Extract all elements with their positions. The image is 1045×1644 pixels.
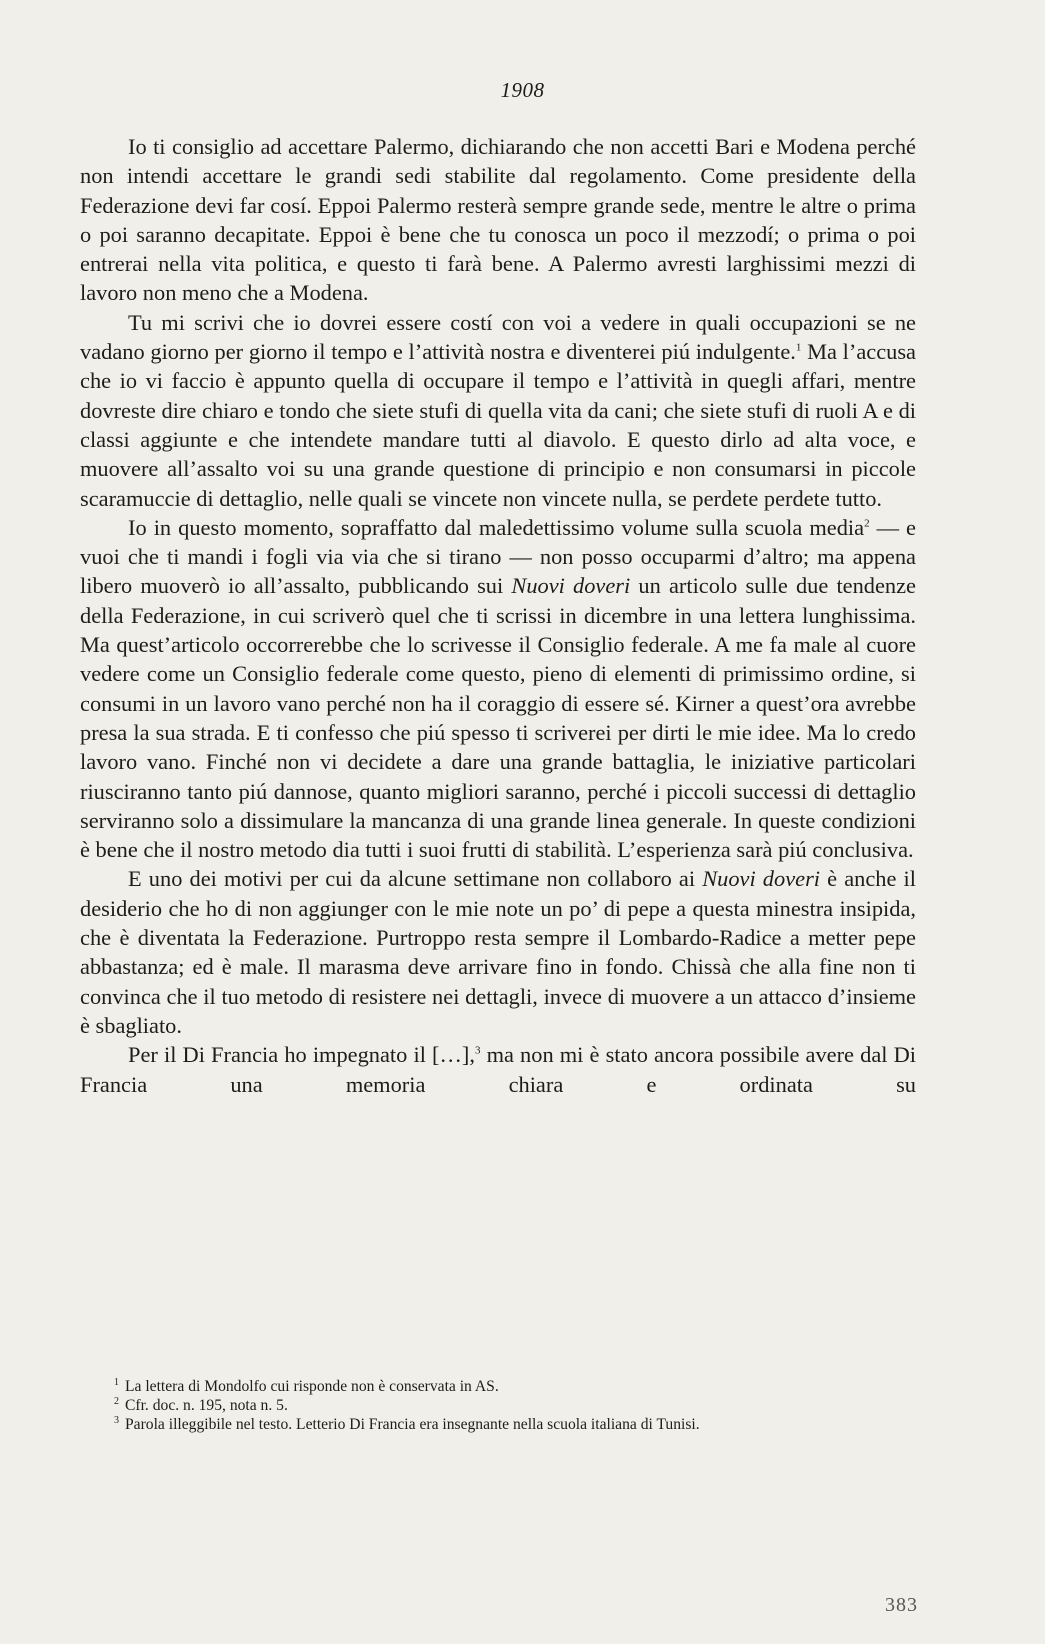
paragraph-4 xyxy=(80,864,916,1040)
paragraph-3 xyxy=(80,513,916,865)
paragraph-2 xyxy=(80,308,916,513)
paragraph-5 xyxy=(80,1040,916,1099)
journal-title-nuovi-doveri-2: Nuovi doveri xyxy=(702,866,821,892)
footnote-3 xyxy=(80,1415,916,1434)
footnote-text: La lettera di Mondolfo cui risponde non è conservata in AS. xyxy=(125,1378,499,1395)
paragraph-5-text-a: Per il Di Francia ho impegnato il […], xyxy=(128,1042,475,1068)
footnote-ref-2: 2 xyxy=(864,517,870,530)
letter-body xyxy=(80,132,916,1099)
paragraph-3-text-b: — e vuoi che ti mandi i fogli via via che si tirano — non posso occuparmi d’altro; ma appena libero muoverò io all’assalto, pubblicando sui xyxy=(80,514,916,599)
running-header-year: 1908 xyxy=(500,78,545,102)
paragraph-2-text-b: Ma l’accusa che io vi faccio è appunto quella di occupare il tempo e l’attività in quegli affari, mentre dovreste dire chiaro e tondo che siete stufi di quella vita da cani; che siete stufi di ruoli A e di classi aggiunte e che intendete mandare tutti al diavolo. E questo dirlo ad alta voce, e muovere all’assalto voi su una grande questione di principio e non consumarsi in piccole scaramuccie di dettaglio, nelle quali se vincete non vincete nulla, se perdete perdete tutto. xyxy=(80,339,916,511)
paragraph-2-text-a: Tu mi scrivi che io dovrei essere costí con voi a vedere in quali occupazioni se ne vadano giorno per giorno il tempo e l’attività nostra e diventerei piú indulgente. xyxy=(80,309,916,365)
page-number: 383 xyxy=(885,1594,918,1616)
footnote-text: Parola illeggibile nel testo. Letterio Di Francia era insegnante nella scuola italiana di Tunisi. xyxy=(125,1416,700,1433)
journal-title-nuovi-doveri: Nuovi doveri xyxy=(511,573,631,599)
footnote-text: Cfr. doc. n. 195, nota n. 5. xyxy=(125,1397,288,1414)
footnote-1 xyxy=(80,1377,916,1396)
paragraph-3-text-c: un articolo sulle due tendenze della Federazione, in cui scriverò quel che ti scrissi in dicembre in una lettera lunghissima. Ma quest’articolo occorrerebbe che lo scrivesse il Consiglio federale. A me fa male al cuore vedere come un Consiglio federale come questo, pieno di elementi di primissimo ordine, si consumi in un lavoro vano perché non ha il coraggio di essere sé. Kirner a quest’ora avrebbe presa la sua strada. E ti confesso che piú spesso ti scriverei per dirti le mie idee. Ma lo credo lavoro vano. Finché non vi decidete a dare una grande battaglia, le iniziative particolari riusciranno tanto piú dannose, quanto migliori saranno, perché i piccoli successi di dettaglio serviranno solo a dissimulare la mancanza di una grande linea generale. In queste condizioni è bene che il nostro metodo dia tutti i suoi frutti di stabilità. L’esperienza sarà piú conclusiva. xyxy=(80,573,916,863)
paragraph-5-text-b: ma non mi è stato ancora possibile avere dal Di Francia una memoria chiara e ordinata su xyxy=(80,1042,916,1097)
footnotes xyxy=(80,1377,916,1434)
footnote-ref-1: 1 xyxy=(795,341,802,354)
footnote-ref-3: 3 xyxy=(474,1044,481,1057)
footnote-number: 3 xyxy=(114,1414,119,1426)
paragraph-1: Io ti consiglio ad accettare Palermo, dichiarando che non accetti Bari e Modena perché non intendi accettare le grandi sedi stabilite dal regolamento. Come presidente della Federazione devi far cosí. Eppoi Palermo resterà sempre grande sede, mentre le altre o prima o poi saranno decapitate. Eppoi è bene che tu conosca un poco il mezzodí; o prima o poi entrerai nella vita politica, e questo ti farà bene. A Palermo avresti larghissimi mezzi di lavoro non meno che a Modena. xyxy=(80,134,916,306)
paragraph-4-text-a: E uno dei motivi per cui da alcune settimane non collaboro ai xyxy=(128,866,703,892)
footnote-number: 2 xyxy=(114,1395,119,1407)
paragraph-4-text-b: è anche il desiderio che ho di non aggiunger con le mie note un po’ di pepe a questa minestra insipida, che è diventata la Federazione. Purtroppo resta sempre il Lombardo-Radice a metter pepe abbastanza; ed è male. Il marasma deve arrivare fino in fondo. Chissà che alla fine non ti convinca che il tuo metodo di resistere nei dettagli, invece di muovere a un attacco d’insieme è sbagliato. xyxy=(80,866,916,1038)
footnote-number: 1 xyxy=(114,1376,119,1388)
paragraph-3-text-a: Io in questo momento, sopraffatto dal maledettissimo volume sulla scuola media xyxy=(128,514,865,540)
footnote-2 xyxy=(80,1396,916,1415)
